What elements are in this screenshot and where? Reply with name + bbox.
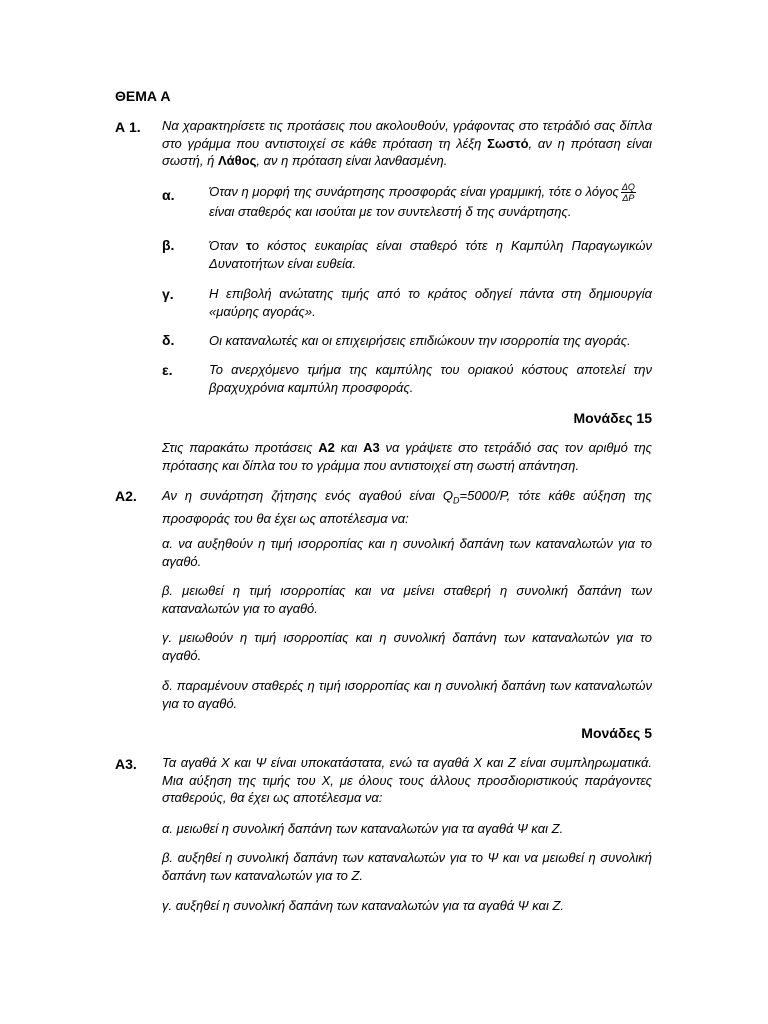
fraction-numerator: ΔQ (621, 182, 635, 192)
instructions-text-1: Στις παρακάτω προτάσεις (162, 440, 319, 455)
item-a1-beta-text (209, 237, 652, 272)
item-a1-alpha-letter: α. (162, 187, 175, 203)
intro-text-1: Να χαρακτηρίσετε τις προτάσεις που ακολουθούν, γράφοντας στο τετράδιό σας δίπλα στο γράμμα που αντιστοιχεί σε κάθε πρόταση τη λέξη (162, 118, 652, 151)
item-alpha-text-1: Όταν η μορφή της συνάρτησης προσφοράς είναι γραμμική, τότε ο λόγος (209, 183, 619, 199)
word-correct: Σωστό (487, 135, 529, 151)
a2-option-c: γ. μειωθούν η τιμή ισορροπίας και η συνολική δαπάνη των καταναλωτών για το αγαθό. (162, 630, 652, 663)
instructions-text-3: να γράψετε στο τετράδιό σας τον αριθμό της πρότασης και δίπλα του το γράμμα που αντιστοιχεί στη σωστή απάντηση. (162, 440, 652, 473)
a3-option-a: α. μειωθεί η συνολική δαπάνη των καταναλωτών για τα αγαθά Ψ και Ζ. (162, 821, 564, 836)
a2-subscript: D (453, 495, 460, 506)
instructions-text (162, 439, 652, 474)
intro-text-2: , αν η πρόταση είναι σωστή, ή (162, 135, 652, 168)
a1-marks: Μονάδες 15 (573, 410, 652, 426)
a3-option-b: β. αυξηθεί η συνολική δαπάνη των καταναλωτών για το Ψ και να μειωθεί η συνολική δαπάνη των καταναλωτών για το Ζ. (162, 850, 652, 883)
item-beta-bold-char: τ (245, 238, 252, 253)
question-a1-label: Α 1. (115, 119, 141, 135)
item-a1-gamma-letter: γ. (162, 286, 174, 302)
item-a1-delta-text: Οι καταναλωτές και οι επιχειρήσεις επιδιώκουν την ισορροπία της αγοράς. (209, 333, 631, 348)
item-a1-alpha-text (209, 182, 652, 221)
instructions-a2: Α2 (318, 440, 335, 455)
question-a2-label: Α2. (115, 488, 137, 504)
item-a1-delta-letter: δ. (162, 332, 175, 348)
a2-option-b: β. μειωθεί η τιμή ισορροπίας και να μείνει σταθερή η συνολική δαπάνη των καταναλωτών για το αγαθό. (162, 583, 652, 616)
word-wrong: Λάθος (217, 153, 257, 168)
a2-text-1: Αν η συνάρτηση ζήτησης ενός αγαθού είναι Q (162, 488, 453, 503)
section-heading: ΘΕΜΑ Α (115, 88, 171, 104)
a2-option-d: δ. παραμένουν σταθερές η τιμή ισορροπίας και η συνολική δαπάνη των καταναλωτών για το αγαθό. (162, 678, 652, 711)
fraction-denominator: ΔP (622, 193, 635, 203)
question-a1-intro (162, 117, 652, 170)
question-a3-label: Α3. (115, 756, 137, 772)
intro-text-3: , αν η πρόταση είναι λανθασμένη. (256, 153, 448, 168)
a2-text-2: =5000/P, τότε κάθε αύξηση της προσφοράς του θα έχει ως αποτέλεσμα να: (162, 488, 652, 527)
instructions-text-2: και (334, 440, 364, 455)
a3-option-c: γ. αυξηθεί η συνολική δαπάνη των καταναλωτών για τα αγαθά Ψ και Ζ. (162, 898, 565, 913)
item-a1-beta-letter: β. (162, 237, 175, 253)
item-a1-epsilon-letter: ε. (162, 362, 173, 378)
item-beta-text-2: ο κόστος ευκαιρίας είναι σταθερό τότε η Καμπύλη Παραγωγικών Δυνατοτήτων είναι ευθεία. (209, 238, 652, 271)
a2-marks: Μονάδες 5 (581, 725, 652, 741)
question-a2-text (162, 487, 652, 528)
a2-option-a: α. να αυξηθούν η τιμή ισορροπίας και η συνολική δαπάνη των καταναλωτών για το αγαθό. (162, 536, 652, 569)
delta-ratio-fraction (621, 182, 636, 203)
item-beta-text-1: Όταν (209, 238, 246, 253)
instructions-a3: Α3 (363, 440, 380, 455)
item-a1-epsilon-text: Το ανερχόμενο τμήμα της καμπύλης του οριακού κόστους αποτελεί την βραχυχρόνια καμπύλη προσφοράς. (209, 362, 652, 395)
item-a1-gamma-text: Η επιβολή ανώτατης τιμής από το κράτος οδηγεί πάντα στη δημιουργία «μαύρης αγοράς». (209, 286, 652, 319)
question-a3-text: Τα αγαθά Χ και Ψ είναι υποκατάστατα, ενώ τα αγαθά Χ και Ζ είναι συμπληρωματικά. Μια αύξηση της τιμής του Χ, με όλους τους άλλους προσδιοριστικούς παράγοντες σταθερούς, θα έχει ως αποτέλεσμα να: (162, 755, 652, 805)
item-alpha-text-2: είναι σταθερός και ισούται με τον συντελεστή δ της συνάρτησης. (209, 204, 572, 219)
